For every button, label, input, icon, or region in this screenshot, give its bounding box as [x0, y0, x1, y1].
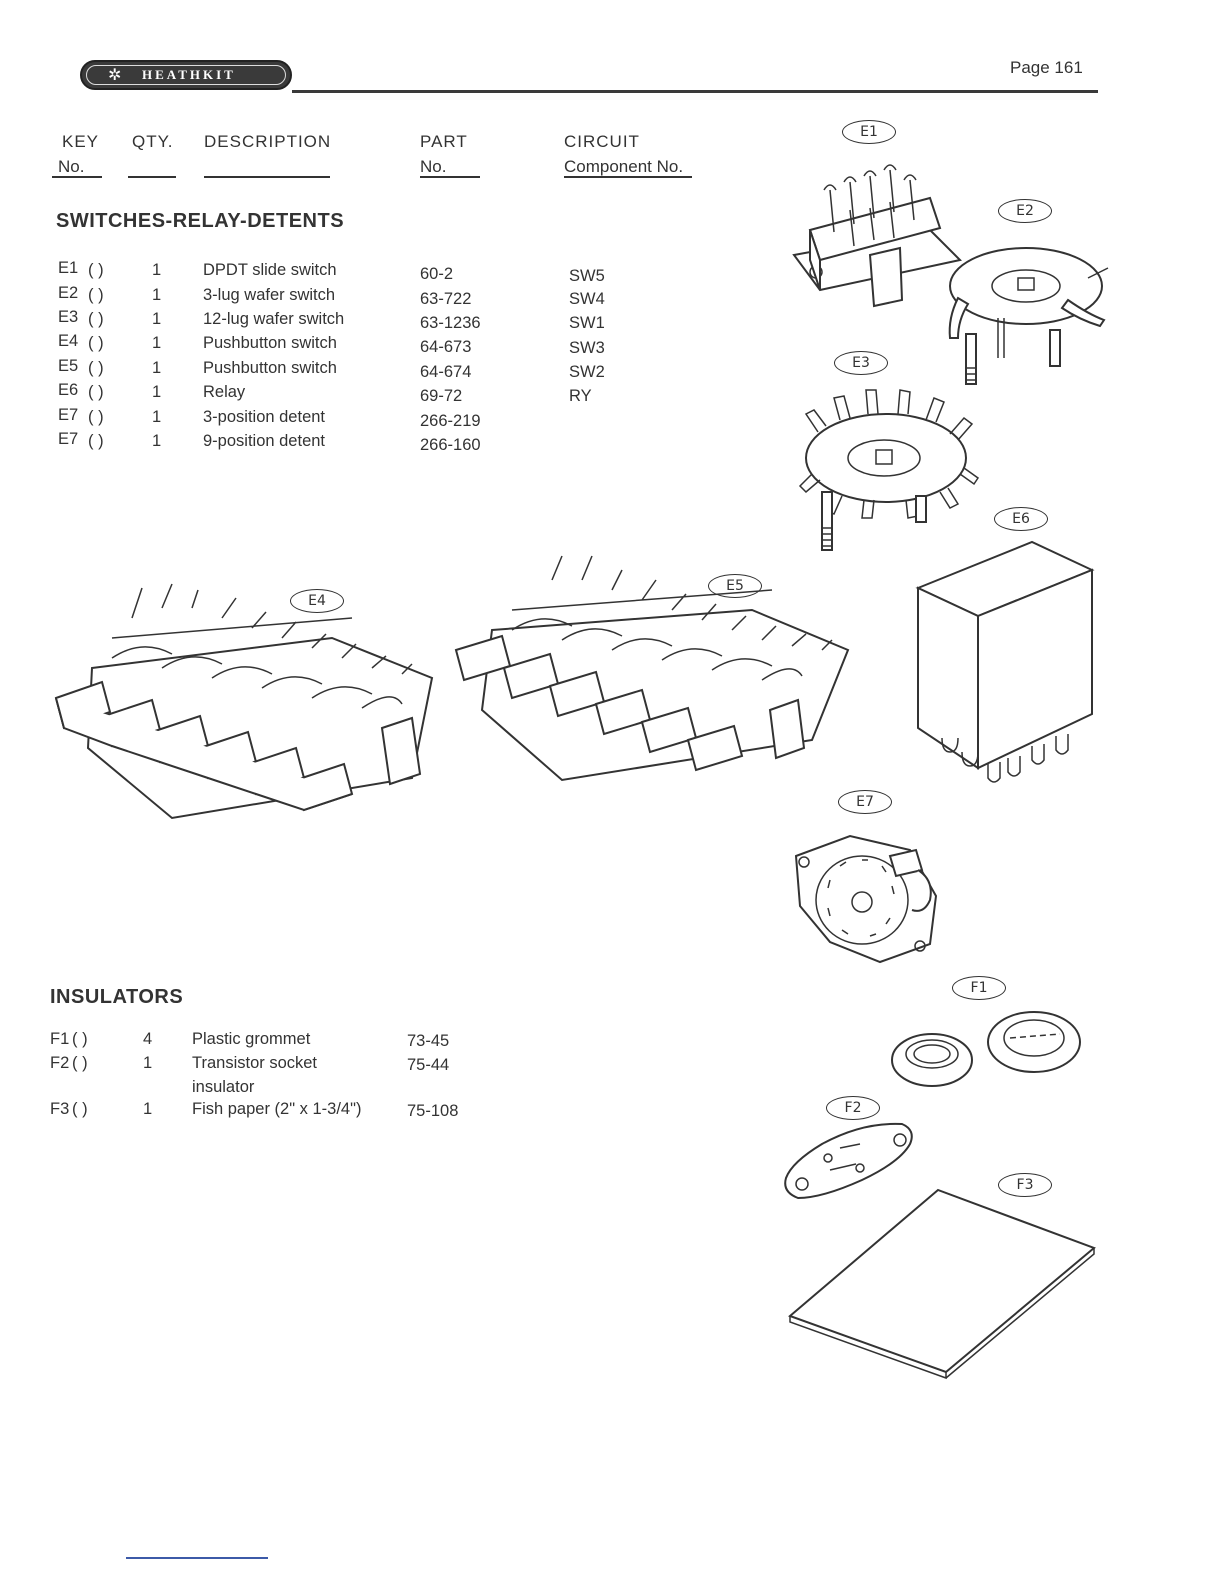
col-circuit-header-component: Component No. [564, 157, 684, 176]
relay-illustration [912, 538, 1098, 788]
row-qty: 4 [143, 1030, 153, 1048]
row-part-number: 64-674 [420, 363, 472, 381]
row-qty: 1 [152, 383, 162, 401]
row-description: Pushbutton switch [203, 334, 337, 352]
row-qty: 1 [152, 286, 162, 304]
3-lug-wafer-switch-illustration [938, 238, 1118, 398]
row-circuit-component: SW2 [569, 363, 605, 381]
row-checkbox[interactable]: ( ) [72, 1100, 88, 1118]
figure-label-e3: E3 [834, 351, 888, 375]
heathkit-logo [80, 60, 292, 90]
row-qty: 1 [152, 432, 162, 450]
row-description: Plastic grommet [192, 1030, 311, 1048]
pushbutton-switch-e5-illustration [452, 550, 852, 790]
col-circuit-header: CIRCUIT [564, 132, 640, 151]
col-description-header: DESCRIPTION [204, 132, 332, 151]
col-part-header-no: No. [420, 157, 447, 176]
figure-label-e7: E7 [838, 790, 892, 814]
pushbutton-switch-e4-illustration [52, 578, 432, 818]
row-part-number: 266-160 [420, 436, 481, 454]
figure-label-e5: E5 [708, 574, 762, 598]
col-qty-underline [128, 176, 176, 178]
col-qty-header: QTY. [132, 132, 174, 151]
row-part-number: 60-2 [420, 265, 454, 283]
figure-label-f1: F1 [952, 976, 1006, 1000]
atom-icon: ✲ [108, 67, 122, 84]
row-qty: 1 [152, 310, 162, 328]
row-checkbox[interactable]: ( ) [88, 359, 104, 377]
row-qty: 1 [152, 408, 162, 426]
row-qty: 1 [143, 1054, 153, 1072]
row-description: 3-lug wafer switch [203, 286, 336, 304]
row-checkbox[interactable]: ( ) [72, 1030, 88, 1048]
row-qty: 1 [152, 261, 162, 279]
figure-label-e1: E1 [842, 120, 896, 144]
row-part-number: 75-108 [407, 1102, 459, 1120]
row-qty: 1 [143, 1100, 153, 1118]
row-key: F2 [50, 1054, 70, 1072]
row-key: E4 [58, 332, 79, 350]
logo-text: HEATHKIT [142, 67, 236, 82]
row-qty: 1 [152, 334, 162, 352]
row-key: E2 [58, 284, 79, 302]
col-part-header: PART [420, 132, 468, 151]
row-description-continued: insulator [192, 1078, 255, 1096]
row-key: E6 [58, 381, 79, 399]
row-key: E1 [58, 259, 79, 277]
row-circuit-component: SW5 [569, 267, 605, 285]
col-key-header-no: No. [58, 157, 85, 176]
row-part-number: 73-45 [407, 1032, 450, 1050]
page-number: Page 161 [1010, 58, 1083, 77]
row-circuit-component: SW1 [569, 314, 605, 332]
row-checkbox[interactable]: ( ) [88, 286, 104, 304]
row-part-number: 75-44 [407, 1056, 450, 1074]
bottom-link-underline [126, 1557, 268, 1559]
col-key-header: KEY [62, 132, 100, 151]
row-checkbox[interactable]: ( ) [88, 432, 104, 450]
figure-label-e6: E6 [994, 507, 1048, 531]
col-circuit-underline [564, 176, 692, 178]
row-description: 9-position detent [203, 432, 326, 450]
row-checkbox[interactable]: ( ) [88, 310, 104, 328]
row-key: F3 [50, 1100, 70, 1118]
row-part-number: 69-72 [420, 387, 463, 405]
row-circuit-component: SW3 [569, 339, 605, 357]
row-description: Transistor socket [192, 1054, 318, 1072]
row-part-number: 63-722 [420, 290, 472, 308]
row-checkbox[interactable]: ( ) [72, 1054, 88, 1072]
row-key: E5 [58, 357, 79, 375]
row-checkbox[interactable]: ( ) [88, 383, 104, 401]
12-lug-wafer-switch-illustration [798, 388, 988, 558]
row-description: 3-position detent [203, 408, 326, 426]
figure-label-e2: E2 [998, 199, 1052, 223]
detent-illustration [790, 826, 950, 966]
header-rule [292, 90, 1098, 93]
row-description: 12-lug wafer switch [203, 310, 345, 328]
row-description: Pushbutton switch [203, 359, 337, 377]
row-checkbox[interactable]: ( ) [88, 334, 104, 352]
col-part-underline [420, 176, 480, 178]
section-title-insulators: INSULATORS [50, 986, 184, 1008]
row-key: E7 [58, 430, 79, 448]
figure-label-f3: F3 [998, 1173, 1052, 1197]
row-key: F1 [50, 1030, 70, 1048]
row-circuit-component: RY [569, 387, 592, 405]
col-key-underline [52, 176, 102, 178]
row-checkbox[interactable]: ( ) [88, 261, 104, 279]
row-qty: 1 [152, 359, 162, 377]
row-key: E7 [58, 406, 79, 424]
row-description: DPDT slide switch [203, 261, 337, 279]
figure-label-f2: F2 [826, 1096, 880, 1120]
row-checkbox[interactable]: ( ) [88, 408, 104, 426]
row-part-number: 266-219 [420, 412, 481, 430]
section-title-switches: SWITCHES-RELAY-DETENTS [56, 210, 345, 232]
row-circuit-component: SW4 [569, 290, 605, 308]
col-description-underline [204, 176, 330, 178]
row-description: Fish paper (2" x 1-3/4") [192, 1100, 362, 1118]
row-part-number: 63-1236 [420, 314, 481, 332]
figure-label-e4: E4 [290, 589, 344, 613]
row-part-number: 64-673 [420, 338, 472, 356]
plastic-grommet-illustration [888, 1004, 1088, 1096]
fish-paper-illustration [786, 1186, 1100, 1378]
row-key: E3 [58, 308, 79, 326]
row-description: Relay [203, 383, 246, 401]
